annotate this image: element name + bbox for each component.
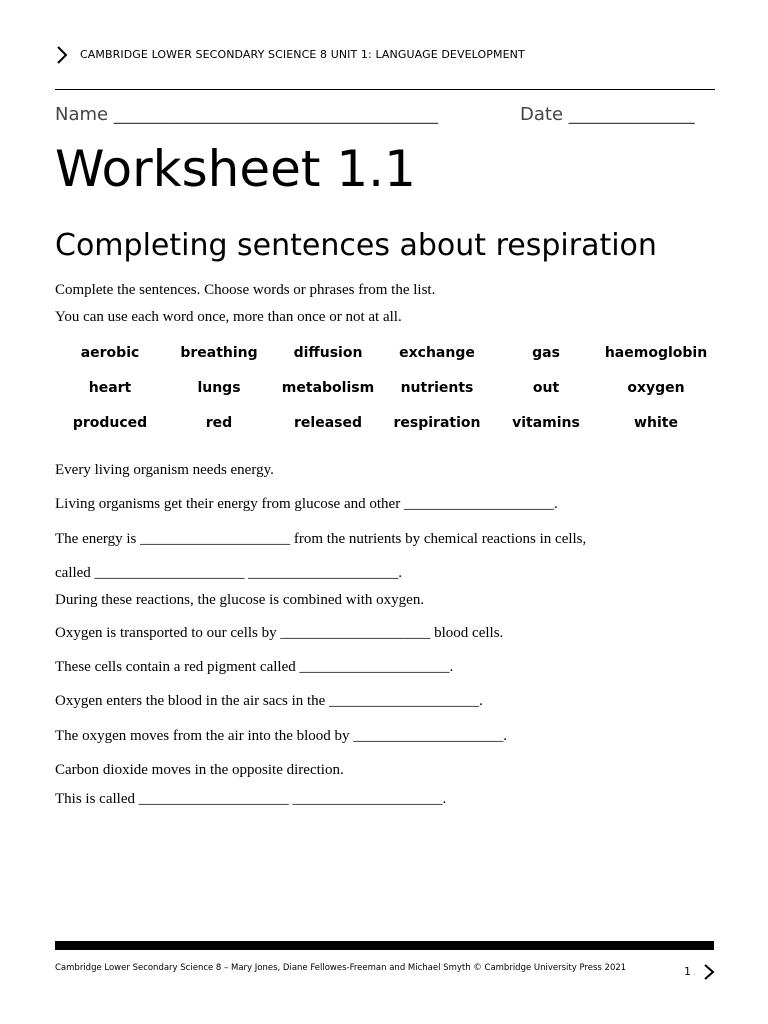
- word-bank-word: haemoglobin: [604, 345, 708, 361]
- word-bank-row: [55, 380, 715, 415]
- word-bank-word: produced: [72, 415, 148, 431]
- worksheet-title: Worksheet 1.1: [55, 140, 416, 198]
- date-field[interactable]: Date ______________: [520, 104, 695, 125]
- worksheet-subtitle: Completing sentences about respiration: [55, 228, 657, 263]
- sentence-line[interactable]: called ____________________ ____________________.: [55, 565, 403, 581]
- word-bank-word: aerobic: [80, 345, 140, 361]
- word-bank-word: metabolism: [281, 380, 375, 396]
- sentence-line: Every living organism needs energy.: [55, 462, 274, 478]
- word-bank-word: respiration: [393, 415, 481, 431]
- running-header: CAMBRIDGE LOWER SECONDARY SCIENCE 8 UNIT 1: LANGUAGE DEVELOPMENT: [80, 48, 525, 61]
- word-bank-word: breathing: [180, 345, 258, 361]
- word-bank-row: [55, 345, 715, 380]
- word-bank-word: diffusion: [293, 345, 363, 361]
- sentence-line[interactable]: Oxygen enters the blood in the air sacs in the ____________________.: [55, 693, 483, 709]
- chevron-right-icon: [54, 44, 70, 66]
- word-bank-word: heart: [88, 380, 132, 396]
- word-bank: [55, 345, 715, 450]
- word-bank-word: gas: [532, 345, 560, 361]
- footer-bar: [55, 941, 714, 950]
- word-bank-word: red: [205, 415, 233, 431]
- footer-credit: Cambridge Lower Secondary Science 8 – Mary Jones, Diane Fellowes-Freeman and Michael Smyth © Cambridge University Press 2021: [55, 963, 627, 973]
- sentence-line[interactable]: This is called ____________________ ____________________.: [55, 791, 447, 807]
- word-bank-word: exchange: [399, 345, 475, 361]
- word-bank-word: nutrients: [400, 380, 474, 396]
- instruction-line: You can use each word once, more than once or not at all.: [55, 309, 402, 325]
- sentence-line[interactable]: Oxygen is transported to our cells by ____________________ blood cells.: [55, 625, 504, 641]
- sentence-line: Carbon dioxide moves in the opposite direction.: [55, 762, 344, 778]
- word-bank-word: out: [532, 380, 560, 396]
- sentence-line[interactable]: The oxygen moves from the air into the blood by ____________________.: [55, 728, 508, 744]
- name-field[interactable]: Name ____________________________________: [55, 104, 438, 125]
- sentence-line: During these reactions, the glucose is combined with oxygen.: [55, 592, 425, 608]
- word-bank-word: vitamins: [512, 415, 580, 431]
- word-bank-word: released: [294, 415, 362, 431]
- instruction-line: Complete the sentences. Choose words or phrases from the list.: [55, 282, 436, 298]
- word-bank-word: oxygen: [627, 380, 685, 396]
- word-bank-word: lungs: [197, 380, 241, 396]
- word-bank-row: [55, 415, 715, 450]
- header-divider: [55, 89, 715, 90]
- chevron-right-icon[interactable]: [702, 962, 716, 982]
- page-number: 1: [684, 965, 691, 978]
- word-bank-word: white: [634, 415, 678, 431]
- sentence-line[interactable]: The energy is ____________________ from the nutrients by chemical reactions in cells,: [55, 531, 587, 547]
- sentence-line[interactable]: These cells contain a red pigment called ____________________.: [55, 659, 454, 675]
- sentence-line[interactable]: Living organisms get their energy from glucose and other ____________________.: [55, 496, 558, 512]
